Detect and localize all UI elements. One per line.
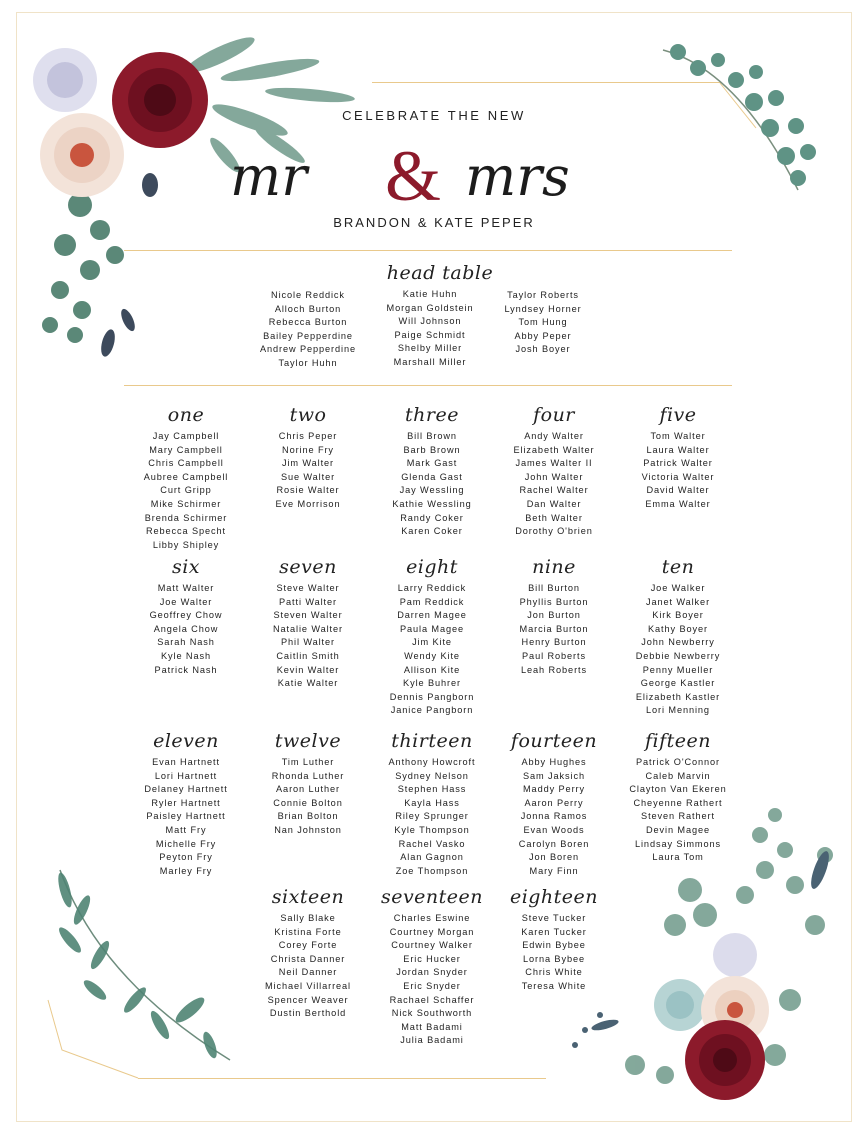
guest-name: Katie Huhn: [402, 289, 458, 299]
guest-name: Bill Brown: [407, 431, 457, 441]
table-heading: thirteen: [391, 730, 473, 752]
guest-name: Rebecca Burton: [268, 317, 348, 328]
guest-name: Kathie Wessling: [392, 498, 472, 509]
guest-name: Joe Walker: [650, 583, 706, 593]
guest-name: Taylor Roberts: [507, 290, 579, 300]
guest-name: Dustin Berthold: [269, 1008, 347, 1019]
table-block: [248, 556, 368, 691]
guest-name: Lorna Bybee: [522, 953, 585, 964]
guest-name: Elizabeth Kastler: [635, 691, 721, 702]
guest-name: Matt Walter: [157, 583, 215, 593]
guest-name: Geoffrey Chow: [149, 610, 223, 621]
table-block: [618, 730, 738, 865]
guest-name: Chris Peper: [278, 431, 338, 441]
guest-name: Tom Walter: [650, 431, 706, 441]
guest-name: Jay Campbell: [152, 431, 220, 441]
guest-name: Rosie Walter: [276, 485, 340, 496]
guest-name: Morgan Goldstein: [386, 302, 474, 313]
guest-name: Peyton Fry: [159, 852, 213, 863]
table-block: [372, 404, 492, 539]
guest-name: Mark Gast: [406, 458, 458, 469]
table-heading: four: [533, 404, 575, 426]
guest-name: Michael Villarreal: [265, 980, 351, 991]
head-table-heading: head table: [386, 262, 494, 284]
guest-name: Abby Hughes: [521, 757, 587, 767]
guest-name: Maddy Perry: [523, 784, 585, 795]
guest-name: Michelle Fry: [155, 838, 217, 849]
head-table-column-2: [370, 288, 490, 370]
guest-name: Henry Burton: [521, 637, 587, 648]
guest-name: Natalie Walter: [273, 623, 343, 634]
guest-name: George Kastler: [640, 678, 716, 689]
guest-name: Bailey Pepperdine: [263, 330, 353, 341]
guest-name: Barb Brown: [403, 444, 461, 455]
guest-name: Kathy Boyer: [648, 623, 708, 634]
guest-name: Matt Fry: [165, 824, 207, 835]
head-table-column-1: [248, 289, 368, 371]
guest-name: Kevin Walter: [276, 664, 340, 675]
table-heading: seventeen: [380, 886, 484, 908]
guest-name: Bill Burton: [528, 583, 580, 593]
guest-name: Victoria Walter: [641, 471, 715, 482]
table-heading: eleven: [153, 730, 219, 752]
guest-name: Eve Morrison: [275, 498, 341, 509]
guest-name: Steven Rathert: [641, 811, 715, 822]
guest-name: Eric Hucker: [403, 953, 461, 964]
guest-name: Karen Tucker: [521, 926, 587, 937]
table-heading: eight: [406, 556, 458, 578]
guest-name: Paul Roberts: [522, 650, 586, 661]
guest-name: Teresa White: [521, 980, 587, 991]
table-block: [248, 730, 368, 838]
guest-name: Patti Walter: [279, 596, 337, 607]
guest-name: Dan Walter: [526, 498, 582, 509]
guest-name: Courtney Morgan: [389, 926, 475, 937]
guest-name: Jay Wessling: [399, 485, 465, 496]
guest-name: Rachael Schaffer: [389, 994, 475, 1005]
guest-name: Libby Shipley: [152, 539, 220, 550]
guest-name: Julia Badami: [400, 1035, 464, 1046]
guest-name: Paisley Hartnett: [146, 811, 226, 822]
header-tagline: CELEBRATE THE NEW: [342, 108, 526, 123]
guest-name: Rachel Vasko: [398, 838, 466, 849]
guest-name: Tom Hung: [518, 317, 568, 328]
guest-name: Connie Bolton: [273, 797, 343, 808]
title-ampersand: &: [385, 140, 442, 216]
guest-name: Jordan Snyder: [396, 967, 468, 978]
guest-name: Kyle Buhrer: [403, 678, 461, 689]
table-block: [126, 730, 246, 878]
guest-name: Jon Burton: [527, 610, 581, 621]
greenery-bottom-left-illustration: [40, 860, 240, 1070]
guest-name: Devin Magee: [645, 824, 711, 835]
guest-name: Josh Boyer: [515, 344, 571, 355]
guest-name: Patrick Walter: [643, 458, 713, 469]
guest-name: Abby Peper: [514, 330, 572, 341]
guest-name: Phyllis Burton: [519, 596, 589, 607]
guest-name: Neil Danner: [278, 967, 338, 978]
guest-name: Karen Coker: [401, 526, 463, 537]
guest-name: Stephen Hass: [397, 784, 467, 795]
guest-name: Evan Woods: [523, 824, 585, 835]
guest-name: Janice Pangborn: [390, 705, 474, 716]
guest-name: Eric Snyder: [403, 980, 461, 991]
head-table-column-3: [483, 289, 603, 357]
guest-name: Matt Badami: [401, 1021, 463, 1032]
table-block: [248, 404, 368, 512]
guest-name: Laura Walter: [646, 444, 710, 455]
table-heading: ten: [661, 556, 695, 578]
guest-name: Dorothy O'brien: [515, 526, 593, 537]
guest-name: Andrew Pepperdine: [259, 344, 356, 355]
guest-name: Steve Walter: [276, 583, 340, 593]
guest-name: Mary Finn: [529, 865, 579, 876]
guest-name: Dennis Pangborn: [389, 691, 475, 702]
guest-name: Larry Reddick: [397, 583, 467, 593]
table-heading: nine: [532, 556, 576, 578]
guest-name: Christa Danner: [270, 953, 346, 964]
guest-name: Marcia Burton: [519, 623, 589, 634]
guest-name: Corey Forte: [278, 940, 338, 951]
guest-name: Marley Fry: [159, 865, 213, 876]
guest-name: Ryler Hartnett: [151, 797, 221, 808]
table-block: [372, 556, 492, 718]
guest-name: Penny Mueller: [642, 664, 714, 675]
mr-and-mrs-title: [200, 140, 640, 220]
guest-name: Curt Gripp: [160, 485, 212, 496]
guest-name: Courtney Walker: [391, 940, 473, 951]
guest-name: Anthony Howcroft: [388, 757, 476, 767]
guest-name: Kyle Nash: [161, 650, 211, 661]
title-mr: mr: [230, 145, 308, 208]
guest-name: Paula Magee: [399, 623, 465, 634]
eucalyptus-top-right-illustration: [658, 40, 828, 210]
guest-name: Lindsay Simmons: [634, 838, 721, 849]
guest-name: Riley Sprunger: [395, 811, 469, 822]
guest-name: Janet Walker: [645, 596, 711, 607]
guest-name: Rhonda Luther: [271, 770, 345, 781]
table-heading: three: [405, 404, 459, 426]
guest-name: Brian Bolton: [277, 811, 339, 822]
guest-name: Alloch Burton: [274, 303, 342, 314]
guest-name: Zoe Thompson: [395, 865, 469, 876]
guest-name: Phil Walter: [281, 637, 335, 648]
table-block: [126, 556, 246, 677]
guest-name: Charles Eswine: [393, 913, 471, 923]
guest-name: Jonna Ramos: [520, 811, 588, 822]
table-block: [618, 556, 738, 718]
table-heading: fifteen: [644, 730, 711, 752]
guest-name: Katie Walter: [277, 678, 339, 689]
guest-name: Carolyn Boren: [518, 838, 590, 849]
guest-name: Edwin Bybee: [522, 940, 586, 951]
guest-name: Angela Chow: [153, 623, 219, 634]
guest-name: Leah Roberts: [521, 664, 587, 675]
guest-name: Patrick O'Connor: [635, 757, 721, 767]
guest-name: Nick Southworth: [391, 1008, 473, 1019]
guest-name: Norine Fry: [282, 444, 334, 455]
guest-name: John Walter: [524, 471, 584, 482]
guest-name: Patrick Nash: [154, 664, 218, 675]
guest-name: Sarah Nash: [157, 637, 215, 648]
guest-name: Allison Kite: [403, 664, 461, 675]
guest-name: Chris White: [525, 967, 583, 978]
guest-name: Sue Walter: [280, 471, 336, 482]
guest-name: Rachel Walter: [519, 485, 589, 496]
guest-name: Steven Walter: [273, 610, 343, 621]
guest-name: Caitlin Smith: [276, 650, 340, 661]
guest-name: Kyle Thompson: [394, 824, 470, 835]
guest-name: Debbie Newberry: [635, 650, 721, 661]
guest-name: John Newberry: [641, 637, 715, 648]
guest-name: Sally Blake: [280, 913, 336, 923]
table-block: [372, 730, 492, 878]
guest-name: Lori Hartnett: [154, 770, 218, 781]
guest-name: Marshall Miller: [393, 356, 467, 367]
guest-name: Randy Coker: [400, 512, 464, 523]
table-heading: one: [167, 404, 205, 426]
guest-name: Pam Reddick: [399, 596, 465, 607]
table-block: [618, 404, 738, 512]
guest-name: Joe Walter: [159, 596, 213, 607]
guest-name: Glenda Gast: [401, 471, 463, 482]
table-heading: two: [289, 404, 327, 426]
table-heading: six: [171, 556, 201, 578]
guest-name: Alan Gagnon: [400, 852, 464, 863]
guest-name: Jim Walter: [281, 458, 335, 469]
guest-name: Nicole Reddick: [271, 290, 345, 300]
guest-name: Caleb Marvin: [645, 770, 711, 781]
guest-name: Rebecca Specht: [145, 526, 227, 537]
guest-name: Elizabeth Walter: [513, 444, 595, 455]
head-table: [250, 262, 630, 288]
guest-name: Wendy Kite: [404, 650, 460, 661]
guest-name: Kirk Boyer: [652, 610, 704, 621]
table-heading: eighteen: [509, 886, 599, 908]
guest-name: Darren Magee: [397, 610, 467, 621]
guest-name: Mike Schirmer: [150, 498, 222, 509]
guest-name: Jim Kite: [412, 637, 452, 648]
guest-name: Emma Walter: [645, 498, 711, 509]
table-heading: twelve: [274, 730, 342, 752]
guest-name: Evan Hartnett: [152, 757, 220, 767]
guest-name: Aaron Luther: [276, 784, 340, 795]
guest-name: Laura Tom: [652, 852, 704, 863]
guest-name: Clayton Van Ekeren: [629, 784, 727, 795]
table-block: [494, 404, 614, 539]
guest-name: Sydney Nelson: [395, 770, 469, 781]
table-block: [372, 886, 492, 1048]
guest-name: Tim Luther: [281, 757, 335, 767]
table-heading: seven: [279, 556, 337, 578]
guest-name: Kristina Forte: [274, 926, 342, 937]
table-heading: sixteen: [271, 886, 345, 908]
guest-name: James Walter II: [515, 458, 593, 469]
guest-name: Andy Walter: [524, 431, 584, 441]
guest-name: Lyndsey Horner: [504, 303, 582, 314]
guest-name: Aubree Campbell: [143, 471, 229, 482]
guest-name: Cheyenne Rathert: [633, 797, 723, 808]
guest-name: Mary Campbell: [149, 444, 223, 455]
guest-name: Jon Boren: [529, 852, 579, 863]
table-block: [494, 886, 614, 994]
guest-name: Sam Jaksich: [523, 770, 585, 781]
title-mrs: mrs: [465, 145, 570, 208]
table-block: [126, 404, 246, 552]
table-block: [494, 556, 614, 677]
guest-name: Spencer Weaver: [267, 994, 349, 1005]
guest-name: Shelby Miller: [397, 343, 463, 354]
guest-name: David Walter: [646, 485, 710, 496]
guest-name: Will Johnson: [398, 316, 462, 327]
table-block: [248, 886, 368, 1021]
guest-name: Aaron Perry: [524, 797, 584, 808]
guest-name: Chris Campbell: [148, 458, 224, 469]
couple-names: BRANDON & KATE PEPER: [333, 215, 535, 230]
table-heading: five: [659, 404, 697, 426]
guest-name: Beth Walter: [525, 512, 583, 523]
guest-name: Nan Johnston: [274, 824, 342, 835]
table-block: [494, 730, 614, 878]
guest-name: Delaney Hartnett: [144, 784, 228, 795]
guest-name: Steve Tucker: [521, 913, 587, 923]
guest-name: Kayla Hass: [404, 797, 460, 808]
guest-name: Paige Schmidt: [394, 329, 466, 340]
guest-name: Taylor Huhn: [278, 357, 338, 368]
table-heading: fourteen: [510, 730, 598, 752]
guest-name: Brenda Schirmer: [144, 512, 228, 523]
guest-name: Lori Menning: [646, 705, 710, 716]
